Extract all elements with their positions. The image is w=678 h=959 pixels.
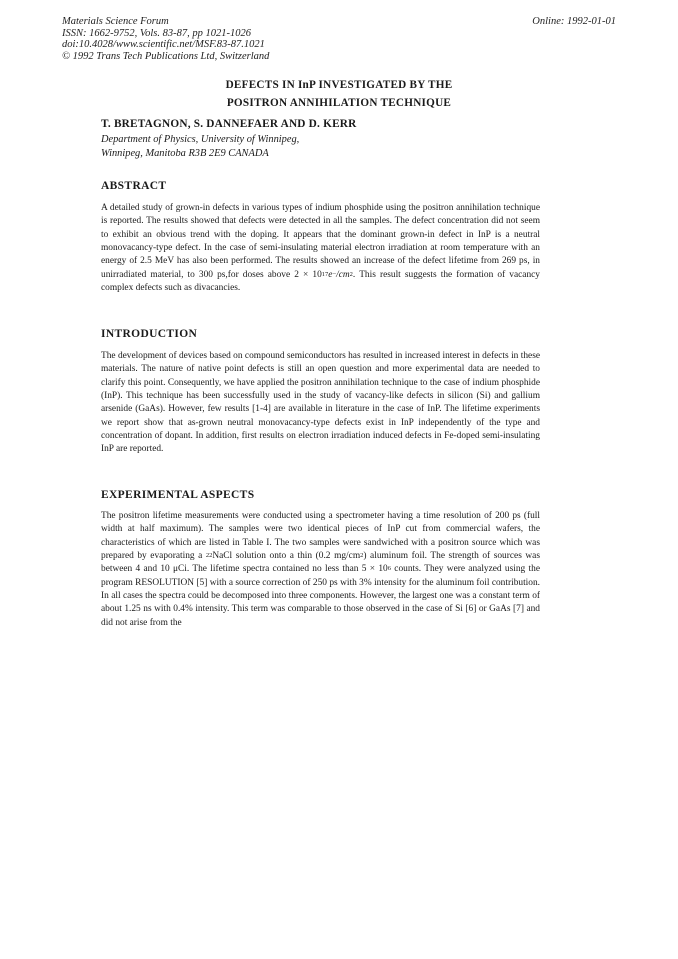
abstract-text-a: A detailed study of grown-in defects in various types of indium phosphide using the positron annihilation technique is reported. The results showed that defects were detected in all the samples. The defect concentration did not seem to exhibit an obvious trend with the doping. It appears that the dominant grown-in defect in InP is a neutral monovacancy-type defect. In the case of semi-insulating material electron irradiation at room temperature with an energy of 2.5 MeV has also been performed. The results showed an increase of the defect lifetime from 269 ps, in unirradiated material, to 300 ps,for doses above 2 × 10 — [101, 203, 540, 280]
dose-unit-cm: /cm — [336, 269, 350, 280]
doi-line[interactable]: doi:10.4028/www.scientific.net/MSF.83-87.1021 — [62, 39, 265, 51]
cm-exponent: 2 — [349, 270, 353, 278]
experimental-heading: EXPERIMENTAL ASPECTS — [101, 489, 255, 501]
experimental-text-d: counts. They were analyzed using the program RESOLUTION [5] with a source correction of 250 ps with 3% intensity for the aluminum foil contribution. In all cases the spectra could be decomposed into three components. However, the largest one was a constant term of about 1.25 ns with 0.4% intensity. This term was comparable to those observed in the case of Si [6] or GaAs [7] and did not arise from the — [101, 564, 540, 628]
running-header — [62, 16, 269, 62]
experimental-text-b: NaCl solution onto a thin (0.2 mg/cm — [212, 551, 361, 562]
issn-line: ISSN: 1662-9752, Vols. 83-87, pp 1021-1026 — [62, 27, 251, 39]
electron-charge-sign: − — [332, 270, 337, 278]
isotope-mass-number: 22 — [205, 552, 213, 560]
experimental-text — [101, 510, 540, 630]
introduction-text: The development of devices based on compound semiconductors has resulted in increased interest in defects in these materials. The nature of native point defects is still an open question and more experimental data are needed to clarify this point. Consequently, we have applied the positron annihilation technique to the case of indium phosphide (InP). This technique has been successfully used in the study of vacancy-like defects in silicon (Si) and gallium arsenide (GaAs). However, few results [1-4] are available in literature in the case of InP. The lifetime experiments we report show that as-grown neutral monovacancy-type defects exist in InP independently of the type and concentration of dopant. In addition, first results on electron irradiation induced defects in Fe-doped semi-insulating InP are reported. — [101, 351, 540, 455]
experimental-text-a: The positron lifetime measurements were conducted using a spectrometer having a time resolution of 200 ps (full width at half maximum). The samples were two identical pieces of InP cut from commercial wafers, the characteristics of which are listed in Table I. The two samples were sandwiched with a positron source which was prepared by evaporating a — [101, 511, 540, 562]
abstract-text-b: . This result suggests the formation of vacancy complex defects such as divacancies. — [101, 269, 540, 294]
introduction-heading: INTRODUCTION — [101, 328, 198, 340]
experimental-text-c: ) aluminum foil. The strength of sources was between 4 and 10 μCi. The lifetime spectra contained no less than 5 × 10 — [101, 551, 540, 575]
copyright-line: © 1992 Trans Tech Publications Ltd, Switzerland — [62, 50, 270, 62]
counts-exponent: 6 — [387, 565, 391, 573]
affiliation-line-2: Winnipeg, Manitoba R3B 2E9 CANADA — [101, 148, 269, 159]
online-date: Online: 1992-01-01 — [532, 16, 616, 27]
area-exponent: 2 — [360, 552, 364, 560]
title-line-2: POSITRON ANNIHILATION TECHNIQUE — [226, 97, 452, 109]
title-line-1: DEFECTS IN InP INVESTIGATED BY THE — [225, 79, 453, 91]
authors: T. BRETAGNON, S. DANNEFAER AND D. KERR — [101, 118, 357, 130]
dose-unit-e: e — [328, 269, 333, 280]
abstract-heading: ABSTRACT — [101, 180, 167, 192]
dose-exponent: 17 — [321, 270, 329, 278]
abstract-text — [101, 202, 540, 295]
journal-name: Materials Science Forum — [62, 16, 169, 27]
affiliation-line-1: Department of Physics, University of Winnipeg, — [101, 134, 300, 145]
affiliation — [101, 133, 299, 161]
paper-title — [0, 76, 678, 112]
